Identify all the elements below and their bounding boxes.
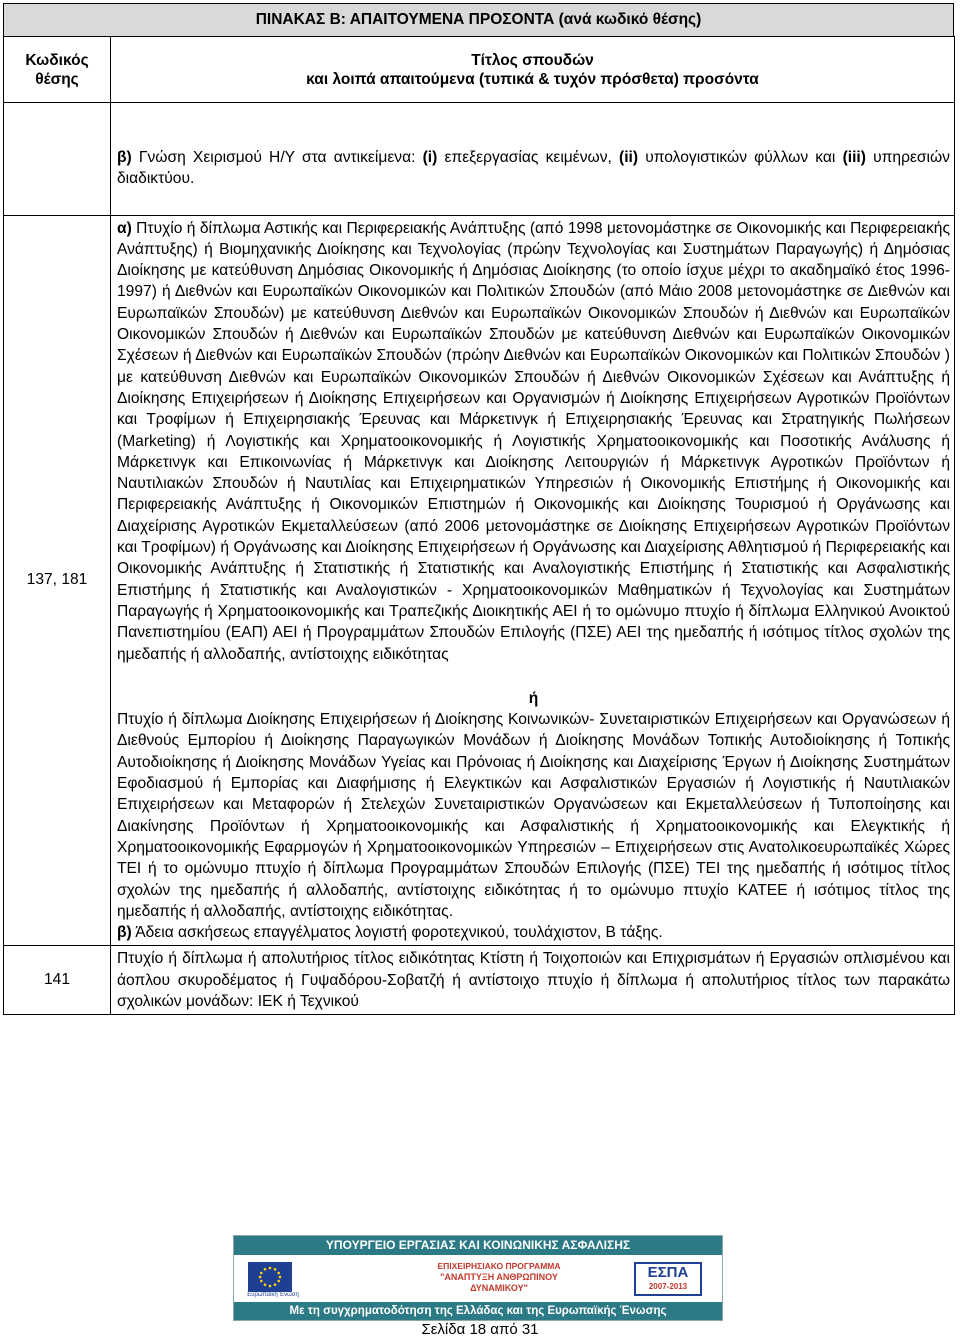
- eu-flag-icon: [248, 1262, 292, 1292]
- requirement-b-paragraph: β) Γνώση Χειρισμού Η/Υ στα αντικείμενα: (i) επεξεργασίας κειμένων, (ii) υπολογιστικών φύλλων και (iii) υπηρεσιών διαδικτύου.: [117, 149, 950, 188]
- position-code-cell: [4, 103, 111, 216]
- table-header-row: [4, 37, 955, 103]
- title-header-line2: και λοιπά απαιτούμενα (τυπικά & τυχόν πρόσθετα) προσόντα: [306, 70, 759, 88]
- page-title: ΠΙΝΑΚΑΣ Β: ΑΠΑΙΤΟΥΜΕΝΑ ΠΡΟΣΟΝΤΑ (ανά κωδικό θέσης): [3, 3, 954, 37]
- programme-subtitle: "ΑΝΑΠΤΥΞΗ ΑΝΘΡΩΠΙΝΟΥ ΔΥΝΑΜΙΚΟΥ": [440, 1272, 558, 1293]
- operational-programme-logo: [424, 1261, 574, 1299]
- requirement-marker: β): [117, 924, 132, 942]
- table-row: [4, 215, 955, 946]
- tei-degree-paragraph: Πτυχίο ή δίπλωμα Διοίκησης Επιχειρήσεων ή Διοίκησης Κοινωνικών- Συνεταιριστικών Επιχειρήσεων και Οργανώσεων ή Διεθνούς Εμπορίου ή Διοίκησης Παραγωγικών Μονάδων ή Διοίκησης Μονάδων Τοπικής Αυτοδιοίκησης ή Τοπικής Αυτοδιοίκησης ή Διοίκησης Μονάδων Υγείας και Πρόνοιας ή Διοίκησης και Διαχείρισης Έργων ή Διοίκησης Συστημάτων Εφοδιασμού ή Εμπορίας και Διαφήμισης ή Ελεγκτικών και Ασφαλιστικών Εργασιών ή Λογιστικής ή Ναυτιλιακών Επιχειρήσεων και Μεταφορών ή Στελεχών Συνεταιριστικών Οργανώσεων και Εκμεταλλεύσεων ή Τυποποίησης και Διακίνησης Προϊόντων ή Χρηματοοικονομικής και Ασφαλιστικής ή Χρηματοοικονομικής και Ελεγκτικής ή Χρηματοοικονομικής Εφαρμογών ή Χρηματοοικονομικών Υπηρεσιών – Επιχειρήσεων στις Ανατολικοευρωπαϊκές Χώρες ΤΕΙ ή το ομώνυμο πτυχίο ή δίπλωμα Προγραμμάτων Σπουδών Επιλογής (ΠΣΕ) ΤΕΙ της ημεδαπής ή ισότιμος τίτλος σχολών της ημεδαπής ή αλλοδαπής, αντίστοιχης ειδικότητας ή το ομώνυμο πτυχίο ΚΑΤΕΕ ή ισότιμος τίτλος της ημεδαπής ή αλλοδαπής, αντίστοιχης ειδικότητας.: [117, 711, 950, 920]
- code-column-header: [4, 37, 111, 103]
- qualification-cell: [111, 946, 955, 1015]
- table-row: [4, 103, 955, 216]
- cofunding-banner: [233, 1235, 723, 1321]
- cofunding-caption: Με τη συγχρηματοδότηση της Ελλάδας και της Ευρωπαϊκής Ένωσης: [234, 1302, 722, 1320]
- programme-title: ΕΠΙΧΕΙΡΗΣΙΑΚΟ ΠΡΟΓΡΑΜΜΑ: [437, 1261, 561, 1271]
- requirement-paragraph: Πτυχίο ή δίπλωμα ή απολυτήριος τίτλος ειδικότητας Κτίστη ή Τοιχοποιών και Επιχρισμάτων ή Εργασιών οπλισμένου και άοπλου σκυροδέματος ή Γυψαδόρου-Σοβατζή ή αντίστοιχο πτυχίο ή δίπλωμα ή απολυτήριος τίτλος των παρακάτω σχολικών μονάδων: ΙΕΚ ή Τεχνικού: [117, 950, 950, 1010]
- espa-word: ΕΣΠΑ: [647, 1264, 689, 1281]
- qualification-cell: [111, 103, 955, 216]
- espa-years: 2007-2013: [648, 1282, 688, 1291]
- table-row: [4, 946, 955, 1015]
- requirements-table: [3, 36, 955, 1015]
- code-header-line1: Κωδικός: [25, 51, 89, 69]
- code-header-line2: θέσης: [35, 70, 79, 88]
- position-code-cell: 141: [4, 946, 111, 1015]
- title-column-header: [111, 37, 955, 103]
- page-number: Σελίδα 18 από 31: [421, 1321, 539, 1338]
- title-header-line1: Τίτλος σπουδών: [471, 51, 594, 69]
- espa-logo: [634, 1262, 702, 1296]
- position-code-cell: 137, 181: [4, 215, 111, 946]
- qualification-cell: [111, 215, 955, 946]
- requirement-marker: β): [117, 149, 132, 166]
- requirement-b-paragraph: β) Άδεια ασκήσεως επαγγέλματος λογιστή φοροτεχνικού, τουλάχιστον, Β τάξης.: [117, 924, 663, 942]
- eu-caption: Ευρωπαϊκή Ένωση: [247, 1292, 299, 1298]
- or-separator: ή: [528, 689, 539, 707]
- ministry-banner-title: ΥΠΟΥΡΓΕΙΟ ΕΡΓΑΣΙΑΣ ΚΑΙ ΚΟΙΝΩΝΙΚΗΣ ΑΣΦΑΛΙΣΗΣ: [234, 1236, 722, 1255]
- requirement-marker: α): [117, 219, 132, 237]
- requirement-a-paragraph: α) Πτυχίο ή δίπλωμα Αστικής και Περιφερειακής Ανάπτυξης (από 1998 μετονομάστηκε σε Οικονομικής και Περιφερειακής Ανάπτυξης) ή Βιομηχανικής Διοίκησης και Τεχνολογίας (πρώην Τεχνολογίας και Συστημάτων Παραγωγής) ή Δημόσιας Διοίκησης με κατεύθυνση Δημόσιας Οικονομικής ή Δημόσιας Διοίκησης (το οποίο ίσχυε μέχρι το ακαδημαϊκό έτος 1996-1997) ή Διεθνών και Ευρωπαϊκών Οικονομικών και Πολιτικών Σπουδών (από Μάιο 2008 μετονομάστηκε σε Διεθνών και Ευρωπαϊκών Σπουδών) με κατεύθυνση Διεθνών και Ευρωπαϊκών Οικονομικών Σπουδών ή Διεθνών και Ευρωπαϊκών Οικονομικών Σπουδών ή Διεθνών και Ευρωπαϊκών Σπουδών με κατεύθυνση Διεθνών και Ευρωπαϊκών Οικονομικών Σχέσεων ή Διεθνών και Ευρωπαϊκών Σπουδών (πρώην Διεθνών και Ευρωπαϊκών Οικονομικών και Πολιτικών Σπουδών ) με κατεύθυνση Διεθνών και Ευρωπαϊκών Οικονομικών Σπουδών ή Διεθνών Οικονομικών Σχέσεων και Ανάπτυξης ή Διοίκησης Επιχειρήσεων ή Διοίκησης Επιχειρήσεων και Οργανισμών ή Διοίκησης Επιχειρήσεων Αγροτικών Προϊόντων και Τροφίμων ή Επιχειρησιακής Έρευνας και Μάρκετινγκ ή Επιχειρησιακής Έρευνας και Στρατηγικής Πωλήσεων (Marketing) ή Λογιστικής και Χρηματοοικονομικής ή Λογιστικής Χρηματοοικονομικής και Ποσοτικής Ανάλυσης ή Μάρκετινγκ και Επικοινωνίας ή Μάρκετινγκ και Διοίκησης Λειτουργιών ή Μάρκετινγκ Αγροτικών Προϊόντων ή Ναυτιλιακών Σπουδών ή Ναυτιλίας και Επιχειρηματικών Υπηρεσιών ή Οικονομικής Επιστήμης ή Οικονομικής και Περιφερειακής Ανάπτυξης ή Οικονομικών Επιστημών ή Οικονομικής και Διοίκησης Τουρισμού ή Οργάνωσης και Διαχείρισης Αγροτικών Εκμεταλλεύσεων (από 2006 μετονομάστηκε σε Διοίκησης Επιχειρήσεων Αγροτικών Προϊόντων και Τροφίμων) ή Οργάνωσης και Διοίκησης Επιχειρήσεων ή Οργάνωσης και Διαχείρισης Αθλητισμού ή Περιφερειακής και Οικονομικής Ανάπτυξης ή Στατιστικής ή Στατιστικής και Αναλογιστικής Επιστήμης ή Στατιστικής και Ασφαλιστικής Επιστήμης ή Στατιστικής και Αναλογιστικών - Χρηματοοικονομικών Μαθηματικών ή Τεχνολογίας και Συστημάτων Παραγωγής ή Χρηματοοικονομικής και Τραπεζικής Διοικητικής ΑΕΙ ή το ομώνυμο πτυχίο ή δίπλωμα Ελληνικού Ανοικτού Πανεπιστημίου (ΕΑΠ) ΑΕΙ ή Προγραμμάτων Σπουδών Επιλογής (ΠΣΕ) ΑΕΙ της ημεδαπής ή ισότιμος τίτλος σχολών της ημεδαπής ή αλλοδαπής, αντίστοιχης ειδικότητας: [117, 219, 950, 663]
